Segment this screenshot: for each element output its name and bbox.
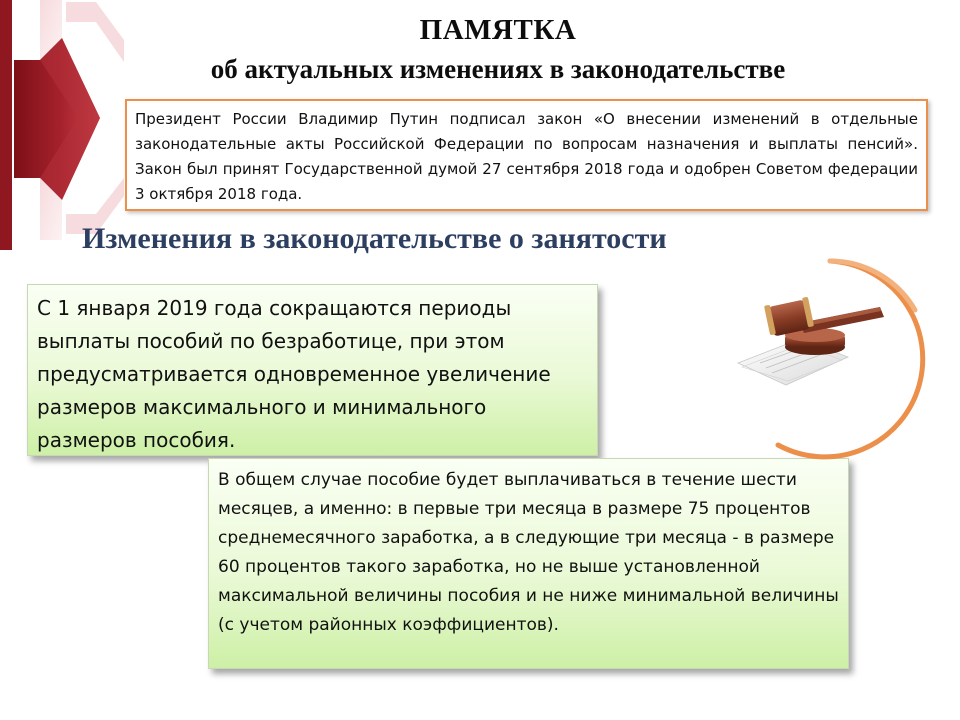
intro-box: Президент России Владимир Путин подписал закон «О внесении изменений в отдельные законодательные акты Российской Федерации по вопросам назначения и выплаты пенсий». Закон был принят Государственной думой 27 сентября 2018 года и одобрен Советом федерации 3 октября 2018 года. xyxy=(125,99,928,211)
info-card-details: В общем случае пособие будет выплачиваться в течение шести месяцев, а именно: в первые три месяца в размере 75 процентов среднемесячного заработка, а в следующие три месяца - в размере 60 процентов такого заработка, но не выше установленной максимальной величины пособия и не ниже минимальной величины (с учетом районных коэффициентов). xyxy=(208,458,849,669)
judge-gavel-icon xyxy=(730,255,945,465)
section-title: Изменения в законодательстве о занятости xyxy=(82,222,667,255)
info-card-periods: С 1 января 2019 года сокращаются периоды выплаты пособий по безработице, при этом предусматривается одновременное увеличение размеров максимального и минимального размеров пособия. xyxy=(27,284,598,456)
page-subtitle: об актуальных изменениях в законодательстве xyxy=(210,54,786,84)
page-title: ПАМЯТКА xyxy=(419,14,577,46)
